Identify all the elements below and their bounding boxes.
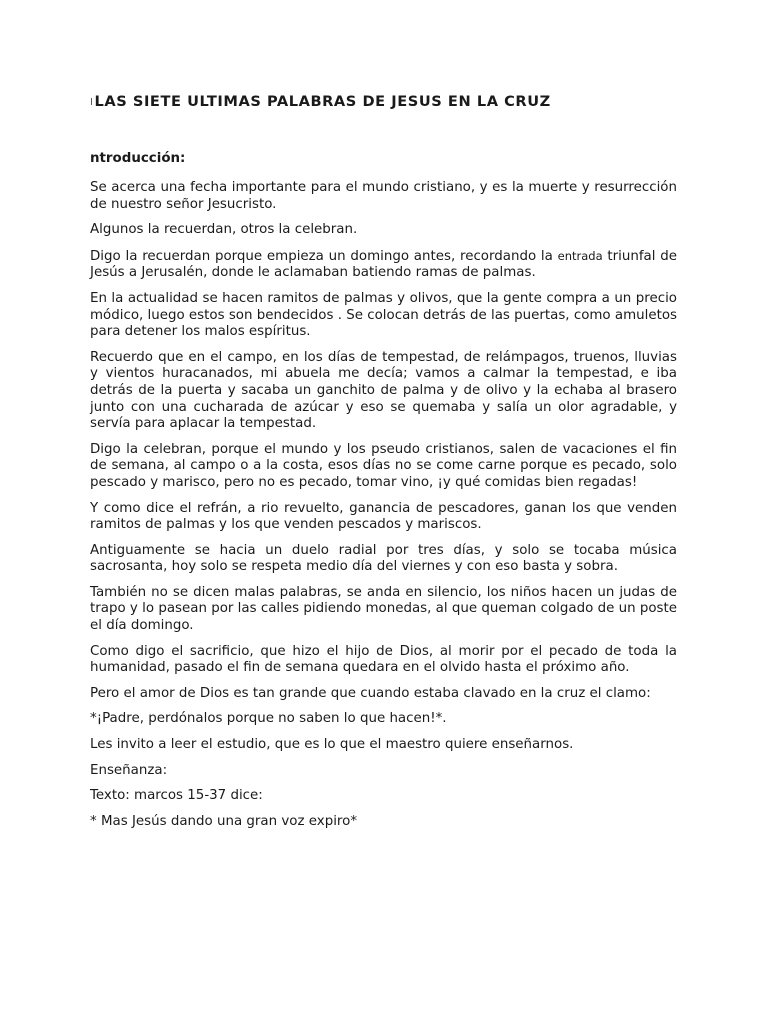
- paragraph: [90, 248, 677, 282]
- title-text: LAS SIETE ULTIMAS PALABRAS DE JESUS EN LA CRUZ: [94, 93, 551, 110]
- paragraph: Enseñanza:: [90, 762, 168, 778]
- quote-paragraph: *¡Padre, perdónalos porque no saben lo que hacen!*.: [90, 711, 447, 727]
- paragraph: Antiguamente se hacia un duelo radial por tres días, y solo se tocaba música sacrosanta, hoy solo se respeta medio día del viernes y con eso basta y sobra.: [90, 542, 677, 575]
- quote-paragraph: * Mas Jesús dando una gran voz expiro*: [90, 813, 358, 829]
- paragraph: Como digo el sacrificio, que hizo el hijo de Dios, al morir por el pecado de toda la humanidad, pasado el fin de semana quedara en el olvido hasta el próximo año.: [90, 643, 677, 676]
- paragraph: En la actualidad se hacen ramitos de palmas y olivos, que la gente compra a un precio módico, luego estos son bendecidos . Se colocan detrás de las puertas, como amuletos para detener los malos espíritus.: [90, 290, 677, 340]
- document-body: [90, 150, 677, 839]
- paragraph: Pero el amor de Dios es tan grande que cuando estaba clavado en la cruz el clamo:: [90, 685, 651, 701]
- paragraph: Recuerdo que en el campo, en los días de tempestad, de relámpagos, truenos, lluvias y vientos huracanados, mi abuela me decía; vamos a calmar la tempestad, e iba detrás de la puerta y sacaba un ganchito de palma y de olivo y la echaba al brasero junto con una cucharada de azúcar y eso se quemaba y salía un olor agradable, y servía para aplacar la tempestad.: [90, 349, 677, 432]
- paragraph-text: triunfal de Jesús a Jerusalén, donde le aclamaban batiendo ramas de palmas.: [90, 248, 677, 281]
- paragraph: Digo la celebran, porque el mundo y los pseudo cristianos, salen de vacaciones el fin de semana, al campo o a la costa, esos días no se come carne porque es pecado, solo pescado y marisco, pero no es pecado, tomar vino, ¡y qué comidas bien regadas!: [90, 441, 677, 490]
- paragraph: Texto: marcos 15-37 dice:: [90, 788, 263, 804]
- paragraph: Algunos la recuerdan, otros la celebran.: [90, 222, 358, 238]
- document-title: [90, 93, 551, 110]
- paragraph: Les invito a leer el estudio, que es lo que el maestro quiere enseñarnos.: [90, 737, 574, 753]
- paragraph-small-word: entrada: [557, 248, 603, 263]
- section-heading: ntroducción:: [90, 151, 186, 166]
- paragraph-text: Digo la recuerdan porque empieza un domingo antes, recordando la: [90, 248, 558, 264]
- paragraph: Se acerca una fecha importante para el mundo cristiano, y es la muerte y resurrección de nuestro señor Jesucristo.: [90, 180, 677, 212]
- title-marker: I: [90, 97, 94, 108]
- paragraph: También no se dicen malas palabras, se anda en silencio, los niños hacen un judas de trapo y lo pasean por las calles pidiendo monedas, al que queman colgado de un poste el día domingo.: [90, 584, 677, 634]
- paragraph: Y como dice el refrán, a rio revuelto, ganancia de pescadores, ganan los que venden ramitos de palmas y los que venden pescados y mariscos.: [90, 500, 677, 533]
